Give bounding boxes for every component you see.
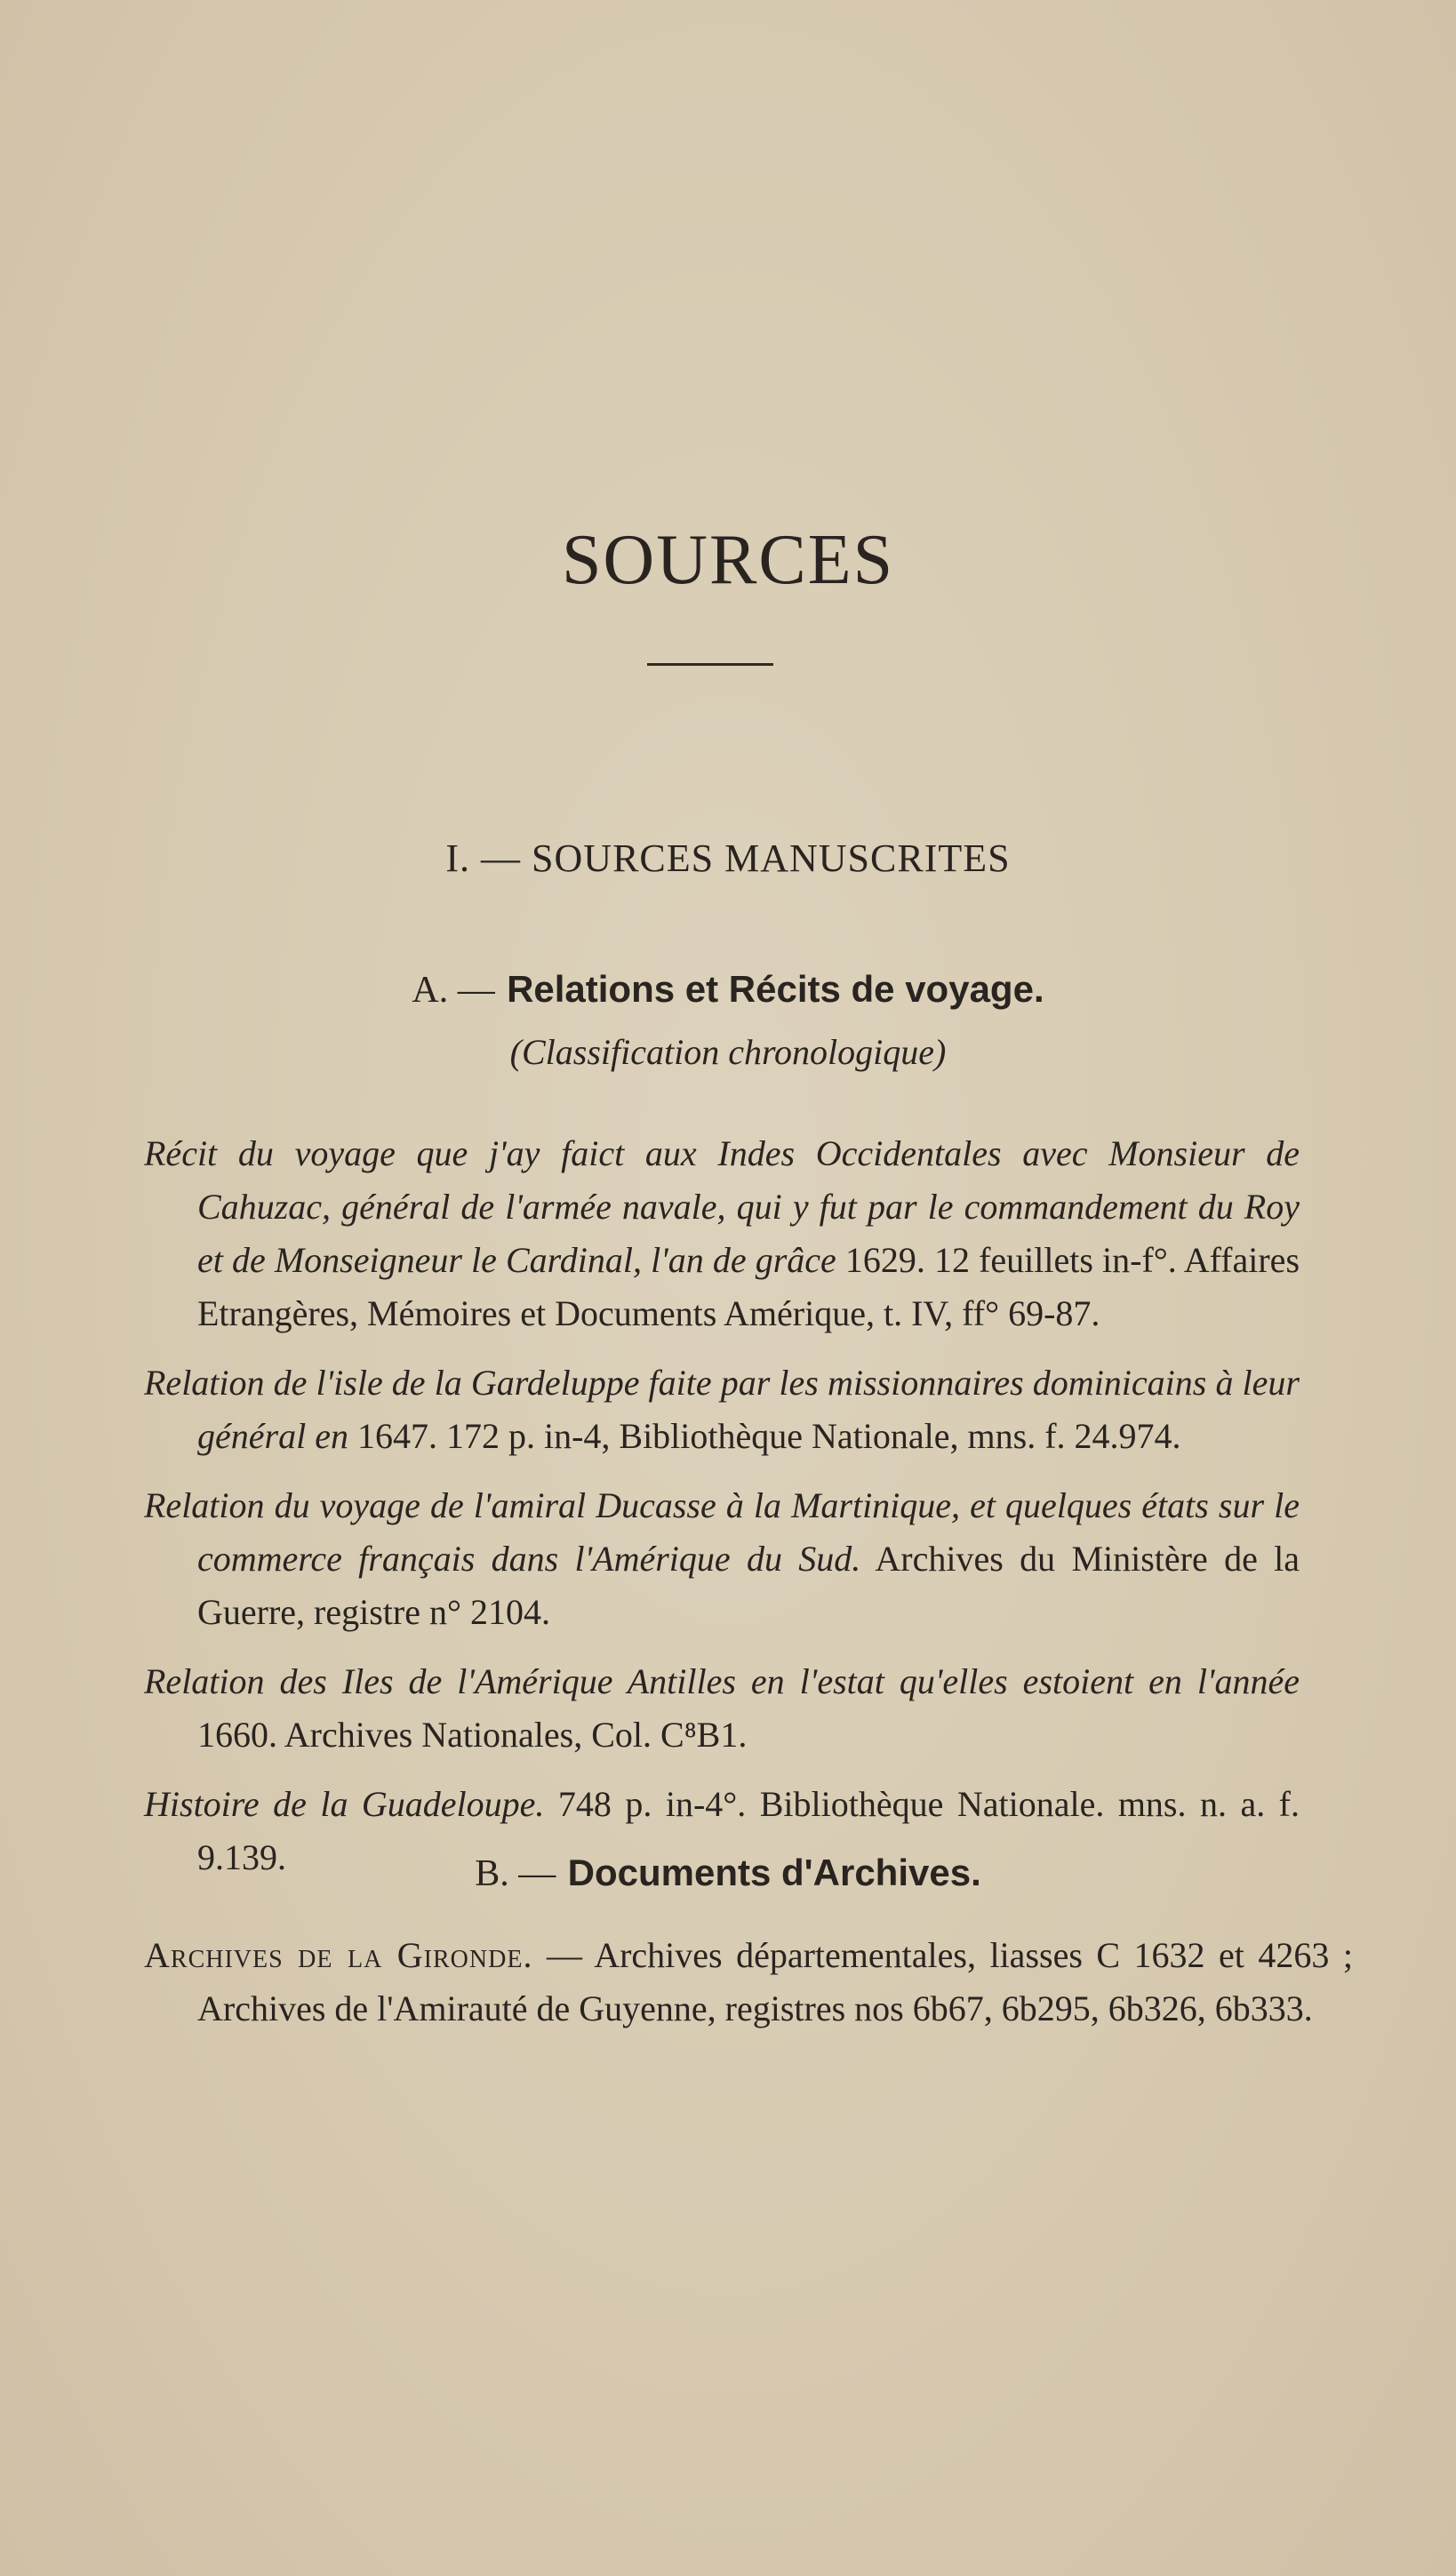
entry-title: Histoire de la Guadeloupe.: [144, 1784, 545, 1824]
archives-label: Archives de la Gironde.: [144, 1935, 533, 1975]
entry-title: Relation de l'isle de la Gardeluppe faite par les missionnaires dominicains à leur général en: [144, 1363, 1300, 1456]
archives-entry: [144, 1929, 1353, 2036]
section-heading: I. — SOURCES MANUSCRITES: [445, 836, 1011, 880]
entry-list: [144, 1127, 1300, 1900]
subsection-a-heading: [0, 967, 1456, 1012]
entry-details: 1647. 172 p. in-4, Bibliothèque Nationale, mns. f. 24.974.: [348, 1416, 1181, 1456]
subsection-a-note: (Classification chronologique): [509, 1032, 947, 1072]
entry-details: 1629. 12 feuillets in-f°. Affaires Etrangères, Mémoires et Documents Amérique, t. IV, ff° 69-87.: [197, 1240, 1300, 1333]
entry-title: Relation des Iles de l'Amérique Antilles en l'estat qu'elles estoient en l'année: [144, 1661, 1300, 1701]
list-item: [144, 1479, 1300, 1639]
entry-details: 748 p. in-4°. Bibliothèque Nationale. mns. n. a. f. 9.139.: [197, 1784, 1300, 1877]
entry-details: Archives du Ministère de la Guerre, registre n° 2104.: [197, 1539, 1300, 1632]
list-item: [144, 1356, 1300, 1463]
subsection-a-letter: A. —: [412, 970, 495, 1011]
entry-title: Récit du voyage que j'ay faict aux Indes Occidentales avec Monsieur de Cahuzac, général de l'armée navale, qui y fut par le commandement du Roy et de Monseigneur le Cardinal, l'an de grâce: [144, 1133, 1300, 1280]
subsection-b-title: Documents d'Archives.: [567, 1852, 981, 1893]
archives-text: — Archives départementales, liasses C 1632 et 4263 ; Archives de l'Amirauté de Guyenne, registres nos 6b67, 6b295, 6b326, 6b333.: [197, 1935, 1353, 2028]
list-item: [144, 1655, 1300, 1762]
page-title: SOURCES: [561, 521, 895, 599]
subsection-b-letter: B. —: [475, 1853, 556, 1894]
entry-title: Relation du voyage de l'amiral Ducasse à la Martinique, et quelques états sur le commerce français dans l'Amérique du Sud.: [144, 1485, 1300, 1579]
entry-details: 1660. Archives Nationales, Col. C⁸B1.: [197, 1715, 748, 1755]
subsection-b-heading: [0, 1851, 1456, 1895]
subsection-a-title: Relations et Récits de voyage.: [507, 968, 1044, 1010]
title-rule: [647, 663, 773, 666]
list-item: [144, 1127, 1300, 1340]
